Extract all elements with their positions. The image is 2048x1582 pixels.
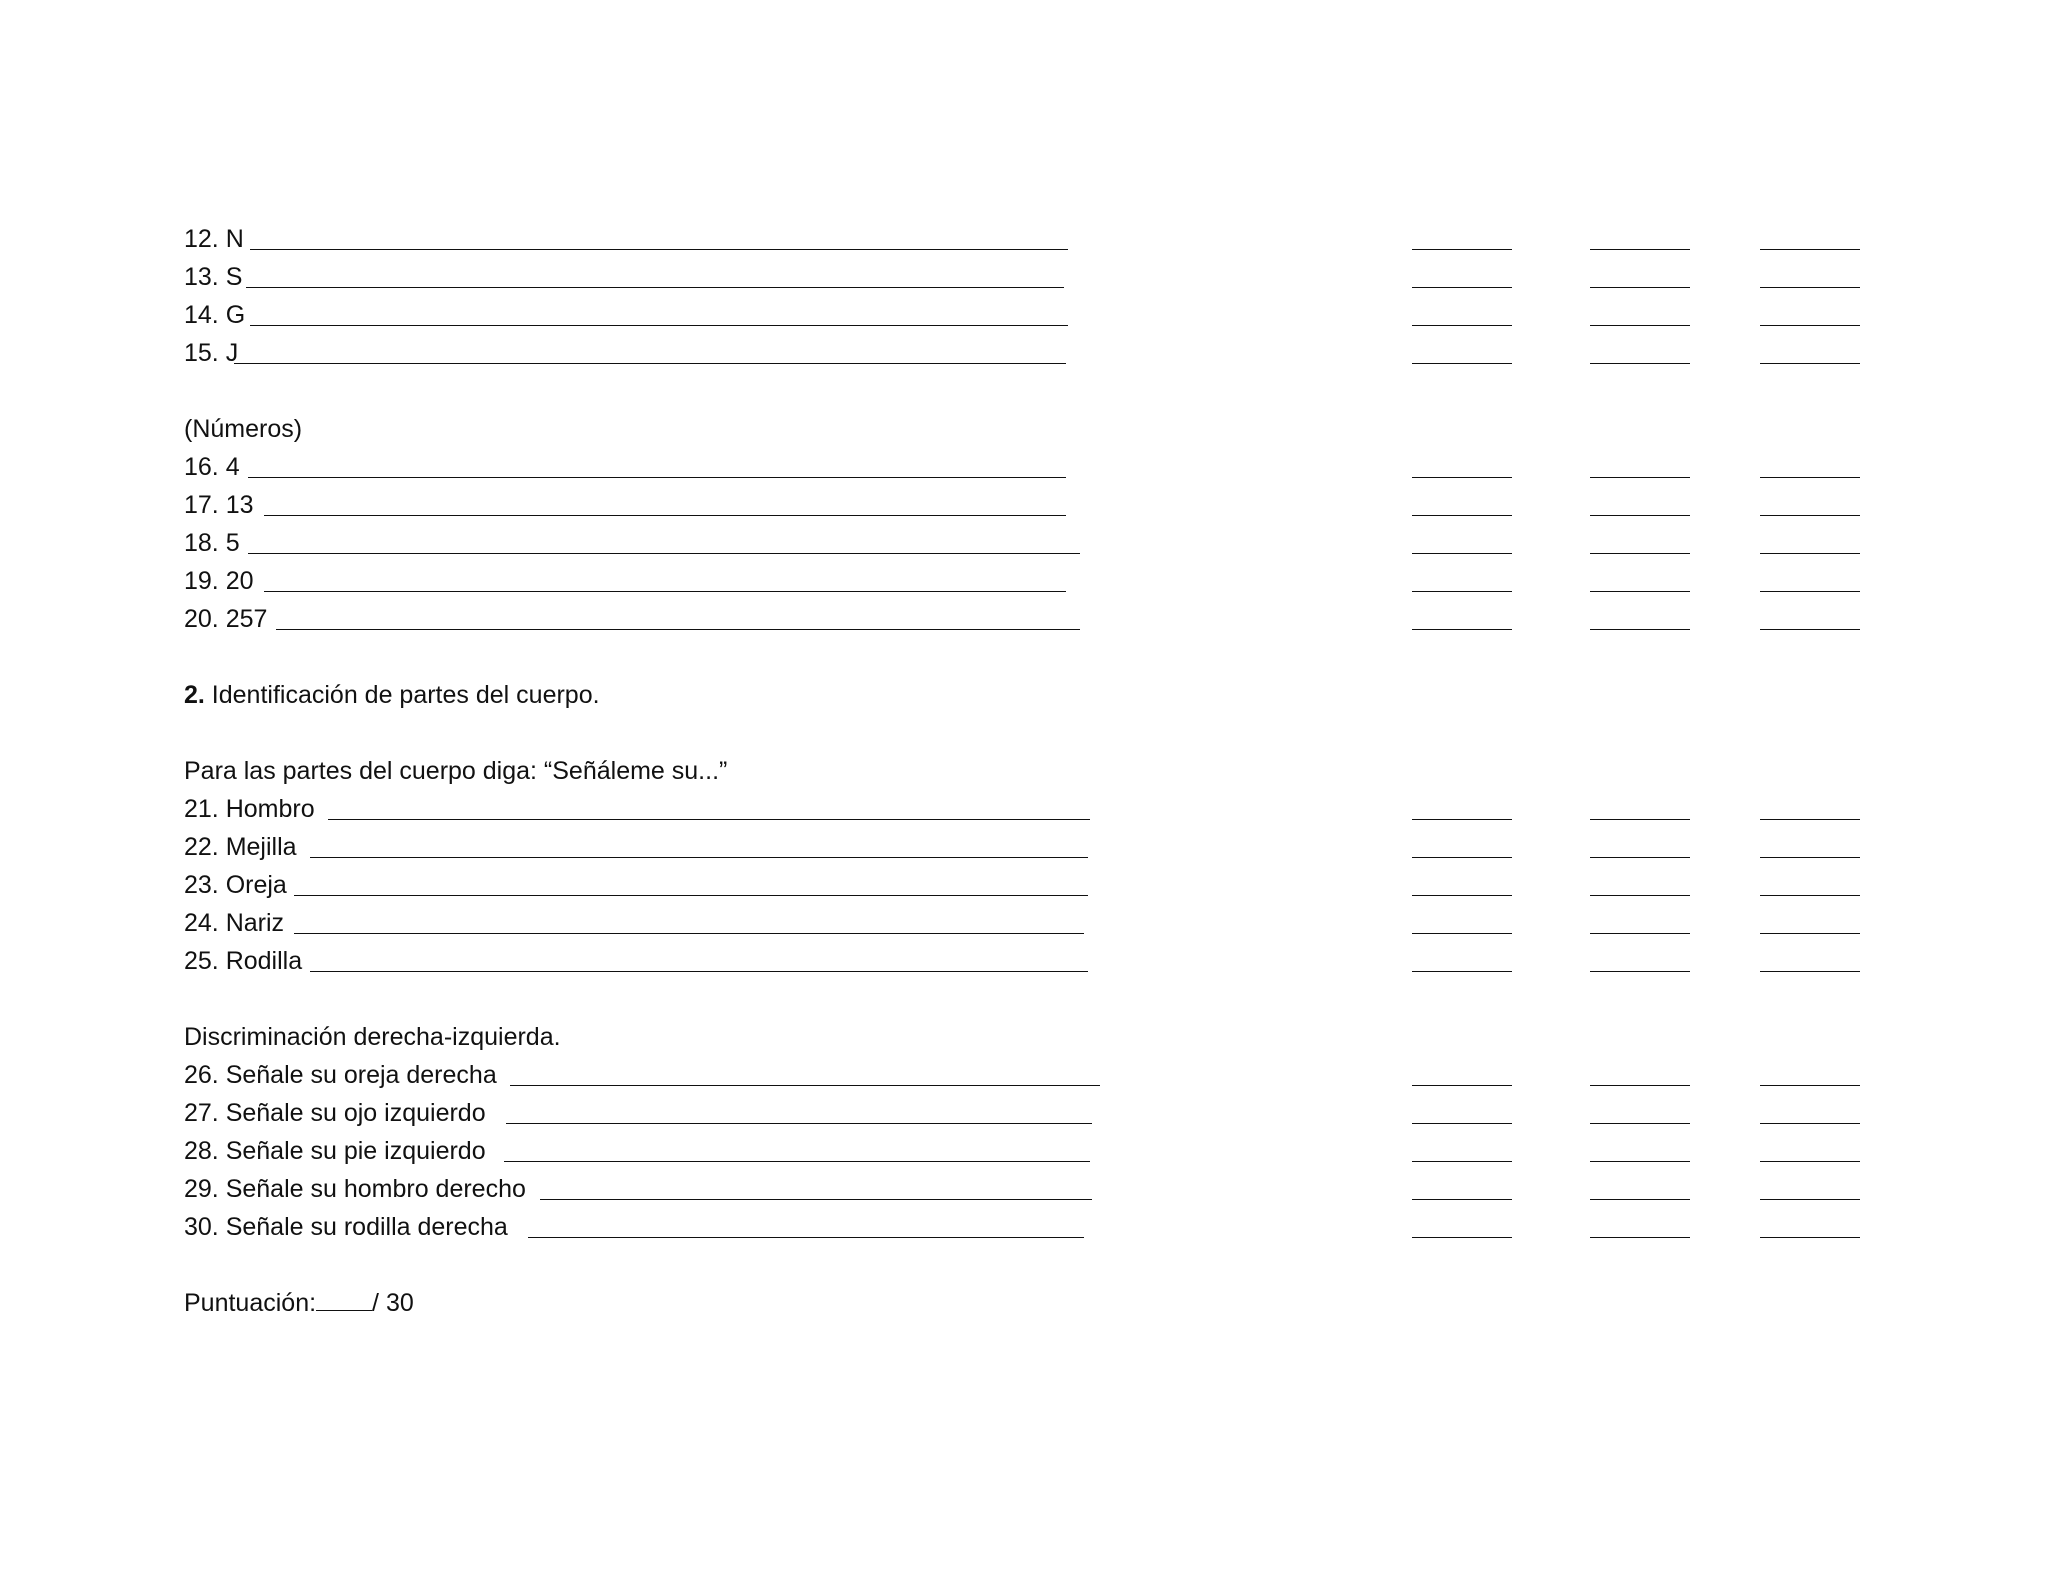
- score-total: / 30: [372, 1289, 414, 1317]
- numbers-heading: (Números): [184, 415, 303, 443]
- item-row: [184, 600, 1904, 638]
- score-blank-2[interactable]: [1590, 1199, 1690, 1200]
- score-blank-3[interactable]: [1760, 477, 1860, 478]
- score-line: [184, 1284, 1904, 1322]
- response-line[interactable]: [310, 971, 1088, 972]
- score-blank-1[interactable]: [1412, 477, 1512, 478]
- item-label: 19. 20: [184, 567, 254, 595]
- score-blank-1[interactable]: [1412, 933, 1512, 934]
- item-row: [184, 524, 1904, 562]
- item-row: [184, 296, 1904, 334]
- item-label: 29. Señale su hombro derecho: [184, 1175, 526, 1203]
- section-title: Identificación de partes del cuerpo.: [204, 681, 600, 709]
- score-blank-1[interactable]: [1412, 857, 1512, 858]
- score-blank-2[interactable]: [1590, 1237, 1690, 1238]
- score-blank-2[interactable]: [1590, 553, 1690, 554]
- item-label: 15. J: [184, 339, 239, 367]
- response-line[interactable]: [246, 287, 1064, 288]
- item-label: 14. G: [184, 301, 246, 329]
- score-blank-1[interactable]: [1412, 629, 1512, 630]
- response-line[interactable]: [276, 629, 1080, 630]
- score-blank-1[interactable]: [1412, 1085, 1512, 1086]
- item-row: [184, 334, 1904, 372]
- item-row: [184, 1094, 1904, 1132]
- response-line[interactable]: [294, 933, 1084, 934]
- item-label: 13. S: [184, 263, 243, 291]
- response-line[interactable]: [234, 363, 1066, 364]
- score-blank-1[interactable]: [1412, 971, 1512, 972]
- score-blank-3[interactable]: [1760, 249, 1860, 250]
- item-label: 21. Hombro: [184, 795, 315, 823]
- response-line[interactable]: [528, 1237, 1084, 1238]
- score-blank-1[interactable]: [1412, 515, 1512, 516]
- response-line[interactable]: [540, 1199, 1092, 1200]
- item-row: [184, 1056, 1904, 1094]
- score-blank-2[interactable]: [1590, 895, 1690, 896]
- item-label: 23. Oreja: [184, 871, 287, 899]
- section-number: 2.: [184, 681, 205, 709]
- item-label: 22. Mejilla: [184, 833, 297, 861]
- response-line[interactable]: [264, 515, 1066, 516]
- score-blank-3[interactable]: [1760, 1237, 1860, 1238]
- item-row: [184, 1208, 1904, 1246]
- score-blank-1[interactable]: [1412, 363, 1512, 364]
- item-row: [184, 220, 1904, 258]
- response-line[interactable]: [248, 553, 1080, 554]
- section-2-heading: [184, 676, 1904, 714]
- score-blank-1[interactable]: [1412, 1161, 1512, 1162]
- score-blank-2[interactable]: [1590, 629, 1690, 630]
- item-row: [184, 1132, 1904, 1170]
- score-blank-3[interactable]: [1760, 515, 1860, 516]
- score-blank-3[interactable]: [1760, 287, 1860, 288]
- score-blank-1[interactable]: [1412, 249, 1512, 250]
- item-label: 27. Señale su ojo izquierdo: [184, 1099, 486, 1127]
- item-row: [184, 790, 1904, 828]
- score-blank-1[interactable]: [1412, 1237, 1512, 1238]
- score-blank-1[interactable]: [1412, 819, 1512, 820]
- score-blank-3[interactable]: [1760, 819, 1860, 820]
- response-line[interactable]: [328, 819, 1090, 820]
- score-blank-3[interactable]: [1760, 553, 1860, 554]
- response-line[interactable]: [504, 1161, 1090, 1162]
- score-blank-1[interactable]: [1412, 325, 1512, 326]
- score-blank-3[interactable]: [1760, 629, 1860, 630]
- item-row: [184, 942, 1904, 980]
- item-label: 26. Señale su oreja derecha: [184, 1061, 497, 1089]
- item-label: 12. N: [184, 225, 244, 253]
- score-blank-2[interactable]: [1590, 1161, 1690, 1162]
- response-line[interactable]: [294, 895, 1088, 896]
- score-blank-3[interactable]: [1760, 895, 1860, 896]
- response-line[interactable]: [250, 325, 1068, 326]
- item-row: [184, 486, 1904, 524]
- score-blank-1[interactable]: [1412, 1123, 1512, 1124]
- score-blank-3[interactable]: [1760, 591, 1860, 592]
- item-row: [184, 562, 1904, 600]
- item-label: 20. 257: [184, 605, 268, 633]
- score-blank-2[interactable]: [1590, 477, 1690, 478]
- item-row: [184, 448, 1904, 486]
- score-blank-3[interactable]: [1760, 933, 1860, 934]
- score-blank-1[interactable]: [1412, 287, 1512, 288]
- score-blank-2[interactable]: [1590, 591, 1690, 592]
- score-blank-2[interactable]: [1590, 971, 1690, 972]
- score-blank-3[interactable]: [1760, 857, 1860, 858]
- score-blank-2[interactable]: [1590, 515, 1690, 516]
- score-blank-3[interactable]: [1760, 1085, 1860, 1086]
- response-line[interactable]: [250, 249, 1068, 250]
- item-label: 17. 13: [184, 491, 254, 519]
- score-blank-3[interactable]: [1760, 363, 1860, 364]
- item-row: [184, 904, 1904, 942]
- score-blank-2[interactable]: [1590, 1123, 1690, 1124]
- score-label: Puntuación:: [184, 1289, 317, 1317]
- score-blank-1[interactable]: [1412, 895, 1512, 896]
- score-blank-3[interactable]: [1760, 971, 1860, 972]
- response-line[interactable]: [248, 477, 1066, 478]
- response-line[interactable]: [506, 1123, 1092, 1124]
- score-blank-2[interactable]: [1590, 363, 1690, 364]
- score-blank-3[interactable]: [1760, 325, 1860, 326]
- response-line[interactable]: [310, 857, 1088, 858]
- score-blank-2[interactable]: [1590, 287, 1690, 288]
- item-row: [184, 258, 1904, 296]
- score-blank-2[interactable]: [1590, 325, 1690, 326]
- item-label: 30. Señale su rodilla derecha: [184, 1213, 508, 1241]
- item-label: 16. 4: [184, 453, 240, 481]
- score-blank-1[interactable]: [1412, 591, 1512, 592]
- score-blank[interactable]: [316, 1286, 372, 1311]
- score-blank-2[interactable]: [1590, 933, 1690, 934]
- body-parts-instruction: Para las partes del cuerpo diga: “Señáleme su...”: [184, 757, 728, 785]
- score-blank-2[interactable]: [1590, 249, 1690, 250]
- response-line[interactable]: [510, 1085, 1100, 1086]
- item-row: [184, 866, 1904, 904]
- score-blank-3[interactable]: [1760, 1123, 1860, 1124]
- score-blank-2[interactable]: [1590, 819, 1690, 820]
- response-line[interactable]: [264, 591, 1066, 592]
- item-row: [184, 828, 1904, 866]
- score-blank-2[interactable]: [1590, 857, 1690, 858]
- score-blank-2[interactable]: [1590, 1085, 1690, 1086]
- test-form-page: [184, 220, 1904, 1322]
- item-label: 24. Nariz: [184, 909, 285, 937]
- item-label: 25. Rodilla: [184, 947, 303, 975]
- score-blank-3[interactable]: [1760, 1161, 1860, 1162]
- score-blank-1[interactable]: [1412, 553, 1512, 554]
- score-blank-1[interactable]: [1412, 1199, 1512, 1200]
- item-row: [184, 1170, 1904, 1208]
- item-label: 18. 5: [184, 529, 240, 557]
- score-blank-3[interactable]: [1760, 1199, 1860, 1200]
- item-label: 28. Señale su pie izquierdo: [184, 1137, 486, 1165]
- lr-heading: Discriminación derecha-izquierda.: [184, 1023, 561, 1051]
